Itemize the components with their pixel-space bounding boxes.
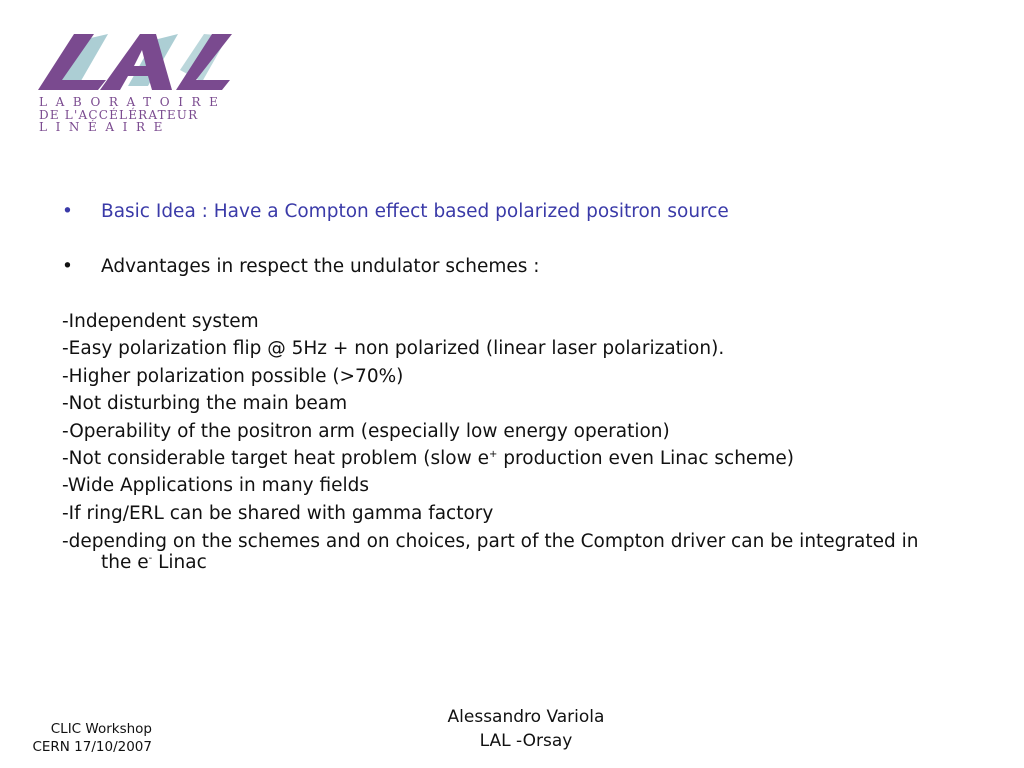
advantage-ring-erl: -If ring/ERL can be shared with gamma factory: [62, 502, 494, 524]
compton-driver-text-start: -depending on the schemes and on choices, part of the Compton driver can be integrated in the e: [62, 531, 919, 574]
logo-wordmark: [39, 96, 227, 134]
advantage-higher-polarization: -Higher polarization possible (>70%): [62, 365, 404, 387]
positron-superscript: +: [489, 449, 498, 461]
advantage-compton-driver: [62, 527, 942, 573]
footer-place-date: CERN 17/10/2007: [32, 739, 152, 755]
footer-event-name: CLIC Workshop: [50, 721, 152, 737]
compton-driver-text-end: Linac: [152, 552, 207, 574]
logo-line-1: LABORATOIRE: [39, 95, 227, 109]
bullet-marker: •: [62, 256, 73, 277]
footer-author-name: Alessandro Variola: [447, 707, 605, 727]
lal-monogram-icon: [36, 30, 236, 96]
electron-superscript: -: [148, 553, 153, 565]
advantage-operability: -Operability of the positron arm (especially low energy operation): [62, 420, 670, 442]
bullet-basic-idea: [62, 198, 942, 226]
bullet-text: Advantages in respect the undulator schemes :: [101, 256, 540, 277]
logo-line-2: DE L'ACCÉLÉRATEUR: [39, 107, 199, 122]
advantage-not-disturbing: -Not disturbing the main beam: [62, 393, 348, 415]
advantage-independent: -Independent system: [62, 311, 259, 332]
lal-logo: [36, 30, 236, 142]
bullet-marker: •: [62, 201, 73, 222]
bullet-text: Basic Idea : Have a Compton effect based polarized positron source: [101, 201, 729, 222]
advantage-polarization-flip: -Easy polarization flip @ 5Hz + non polarized (linear laser polarization).: [62, 338, 725, 360]
bullet-advantages: [62, 253, 942, 281]
footer-author: [406, 705, 646, 753]
target-heat-text-start: -Not considerable target heat problem (slow e: [62, 448, 490, 470]
advantage-target-heat: [62, 445, 942, 472]
advantage-wide-applications: -Wide Applications in many fields: [62, 475, 370, 497]
target-heat-text-end: production even Linac scheme): [497, 448, 794, 470]
advantages-list: [62, 308, 942, 573]
slide-body: [62, 198, 942, 573]
footer-event: [30, 720, 152, 756]
footer-affiliation: LAL -Orsay: [479, 731, 573, 751]
logo-line-3: LINÉAIRE: [39, 120, 171, 134]
